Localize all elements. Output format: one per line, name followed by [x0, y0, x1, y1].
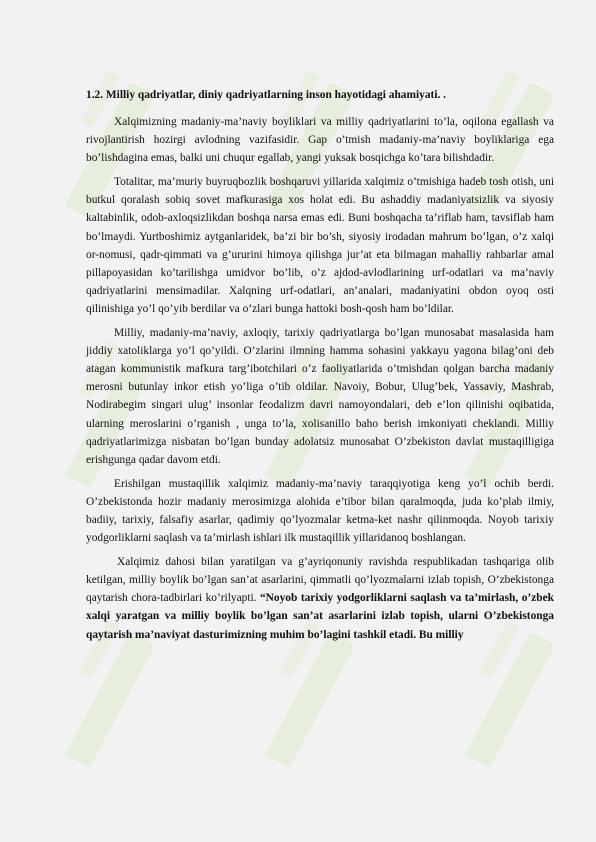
paragraph-5: [86, 553, 554, 643]
paragraph-1: Xalqimizning madaniy-ma’naviy boyliklari va milliy qadriyatlarini to’la, oqilona egallash va rivojlantirish hozirgi avlodning vazifasidir. Gap o’tmish madaniy-ma’naviy boyliklariga ega bo’lishdagina emas, balki uni chuqur egallab, yangi yuksak bosqichga ko’tara bilishdadir.: [86, 116, 554, 165]
document-body: [86, 86, 554, 650]
paragraph-2: Totalitar, ma’muriy buyruqbozlik boshqaruvi yillarida xalqimiz o’tmishiga hadeb tosh otish, uni butkul qoralash sobiq sovet mafkurasiga xos holat edi. Bu ashaddiy madaniyatsizlik va siyosiy kaltabinlik, odob-axloqsizlikdan boshqa narsa emas edi. Buni boshqacha ta’riflab ham, tavsiflab ham bo’lmaydi. Yurtboshimiz aytganlaridek, ba’zi bir bo’sh, siyosiy irodadan mahrum bo’lgan, o’z xalqi or-nomusi, qadr-qimmati va g’ururini himoya qilishga jur’at eta bilmagan mahalliy rahbarlar amal pillapoyasidan ko’tarilishga umidvor bo’lib, o’z ajdod-avlodlarining urf-odatlari va ma’naviy qadriyatlarini mensimadilar. Xalqning urf-odatlari, an’analari, madaniyatini obdon oyoq osti qilinishiga yo’l qo’yib berdilar va o’zlari bunga hattoki bosh-qosh ham bo’ldilar.: [86, 176, 554, 315]
paragraph-5-bold-quote: “Noyob tarixiy yodgorliklarni saqlash va ta’mirlash, o’zbek xalqi yaratgan va milliy boylik bo’lgan san’at asarlarini izlab topish, ularni O’zbekistonga qaytarish ma’naviyat dasturimizning muhim bo’lagini tashkil etadi. Bu milliy: [86, 592, 554, 641]
paragraph-4: Erishilgan mustaqillik xalqimiz madaniy-ma’naviy taraqqiyotiga keng yo’l ochib berdi. O’zbekistonda hozir madaniy merosimizga alohida e’tibor bilan qaralmoqda, juda ko’plab ilmiy, badiiy, tarixiy, falsafiy asarlar, qadimiy qo’lyozmalar ketma-ket nashr qilinmoqda. Noyob tarixiy yodgorliklarni saqlash va ta’mirlash ishlari ilk mustaqillik yillaridanoq boshlangan.: [86, 477, 554, 545]
paragraph-5-text: Xalqimiz dahosi bilan yaratilgan va g’ayriqonuniy ravishda respublikadan tashqariga olib ketilgan, milliy boylik bo’lgan san’at asarlarini, qimmatli qo’lyozmalarni izlab topish, O’zbekistonga qaytarish chora-tadbirlari ko’rilyapti.: [86, 556, 554, 605]
paragraph-3: Milliy, madaniy-ma’naviy, axloqiy, tarixiy qadriyatlarga bo’lgan munosabat masalasida ham jiddiy xatoliklarga yo’l qo’yildi. O’zlarini ilmning hamma sohasini yakkayu yagona bilag’oni deb atagan kommunistik mafkura targ’ibotchilari o’z faoliyatlarida o’tmishdan qolgan barcha madaniy merosni butunlay inkor etish yo’liga o’tib oldilar. Navoiy, Bobur, Ulug’bek, Yassaviy, Mashrab, Nodirabegim singari ulug’ insonlar feodalizm davri namoyondalari, deb e’lon qilinishi oqibatida, ularning meroslarini o’rganish , unga to’la, xolisanillo baho berish imkoniyati cheklandi. Milliy qadriyatlarimizga nisbatan bo’lgan bunday adolatsiz munosabat O’zbekiston davlat mustaqilligiga erishgunga qadar davom etdi.: [86, 327, 554, 466]
section-heading: 1.2. Milliy qadriyatlar, diniy qadriyatlarning inson hayotidagi ahamiyati. .: [86, 89, 447, 101]
